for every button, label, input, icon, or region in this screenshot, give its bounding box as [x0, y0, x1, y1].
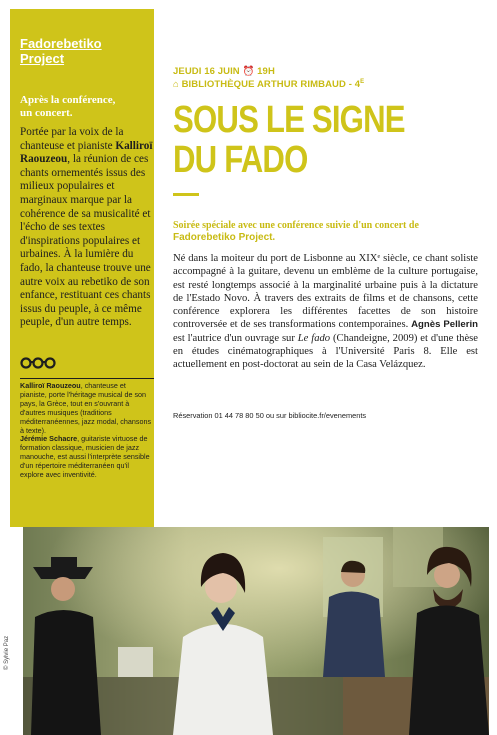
venue-name: BIBLIOTHÈQUE ARTHUR RIMBAUD - 4 — [181, 79, 361, 91]
title-accent-bar — [173, 193, 199, 196]
sidebar-panel — [10, 9, 154, 527]
sidebar-divider — [20, 378, 154, 379]
glasses-icon — [20, 357, 56, 369]
intro-project: Fadorebetiko Project — [173, 232, 273, 243]
sidebar-subtitle-line2: un concert. — [20, 107, 73, 119]
venue-sup: E — [360, 79, 365, 85]
sidebar-subtitle-line1: Après la conférence, — [20, 94, 116, 106]
bio-name: Kalliroï Raouzeou — [20, 381, 81, 390]
singer-name: Kalliroï Raouzeou — [20, 139, 153, 166]
sidebar-title — [20, 36, 150, 66]
book-title: Le fado — [297, 332, 331, 344]
article-body — [173, 252, 478, 372]
bio-text: , chanteuse et pianiste, porte l'héritage musical de son pays, la Grèce, tout en s'ouvrant à d'autres musiques (traditions méditerranéennes, jazz modal, chansons à texte). — [20, 381, 152, 435]
event-date: JEUDI 16 JUIN ⏰ 19H — [173, 66, 275, 77]
reservation-info: Réservation 01 44 78 80 50 ou sur bibliocite.fr/evenements — [173, 411, 367, 420]
event-venue — [173, 79, 473, 90]
bio-name: Jérémie Schacre — [20, 434, 78, 443]
home-icon: ⌂ — [173, 79, 179, 91]
sidebar-title-line2: Project — [20, 51, 65, 66]
sidebar-subtitle — [20, 94, 150, 120]
author-name: Agnès Pellerin — [411, 319, 478, 331]
page-title — [173, 100, 419, 180]
photo-credit: © Sylvie Paz — [4, 635, 10, 670]
intro-after: . — [272, 232, 275, 243]
title-line1: SOUS LE SIGNE — [173, 99, 405, 141]
bio-schacre — [20, 434, 154, 479]
sidebar-title-line1: Fadorebetiko — [20, 36, 102, 51]
band-photo-illustration — [23, 527, 489, 735]
bio-raouzeou — [20, 381, 154, 435]
intro-text — [173, 220, 473, 244]
sidebar-body-text: Portée par la voix de la chanteuse et pianiste — [20, 126, 124, 152]
body-part2: est l'autrice d'un ouvrage sur — [173, 332, 298, 344]
body-part3: (Chandeigne, 2009) et d'une thèse en études cinématographiques à l'Université Paris 8. Elle est actuellement en post-doctorat au sein de la Casa Velázquez. — [173, 332, 478, 371]
band-photo — [23, 527, 489, 735]
sidebar-body-text-2: , la réunion de ces chants ornementés issus des milieux populaires et marginaux marque par la cohérence de sa musicalité et l'écho de ses textes d'inspirations populaires et urbaines. À la lumière du fado, la chanteuse trouve une autre voix au rebetiko de son enfance, restituant ces chants issus du peuple, à ce même peuple, d'un autre temps. — [20, 153, 151, 329]
intro-before: Soirée spéciale avec une conférence suivie d'un concert de — [173, 220, 419, 231]
sidebar-body — [20, 126, 154, 330]
title-line2: DU FADO — [173, 139, 308, 181]
body-part1: Né dans la moiteur du port de Lisbonne au XIXᵉ siècle, ce chant soliste accompagné à la guitare, devenu un emblème de la culture portugaise, est resté longtemps associé à la marginalité urbaine puis à la dictature de l'Estado Novo. À travers des extraits de films et de chansons, cette conférence explorera les différentes facettes de son histoire controversée et de ses transformations contemporaines. — [173, 253, 478, 331]
bio-text: , guitariste virtuose de formation classique, musicien de jazz manouche, est aussi l'interprète sensible d'un répertoire méditerranéen qu'il explore avec inventivité. — [20, 434, 150, 479]
